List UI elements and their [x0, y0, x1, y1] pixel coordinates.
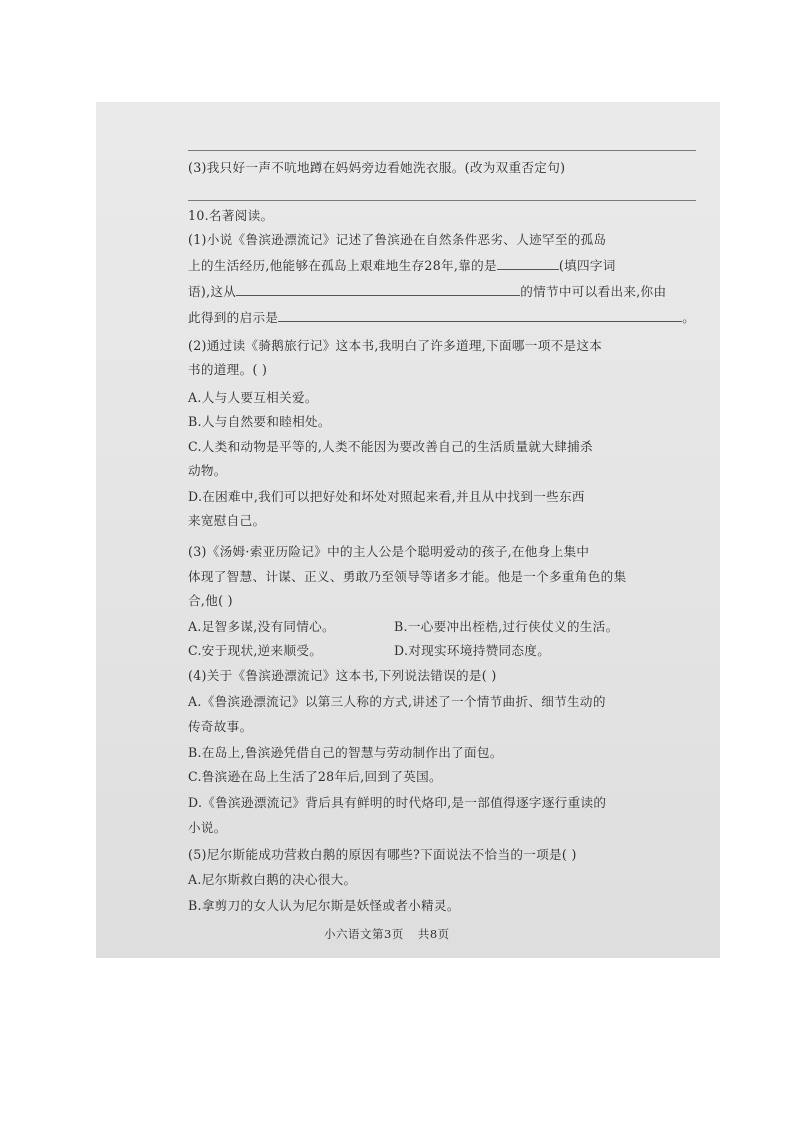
q10-3-line-3: 合,他( ) — [188, 593, 233, 608]
q10-2-option-d-line-1: D.在困难中,我们可以把好处和坏处对照起来看,并且从中找到一些东西 — [188, 489, 585, 504]
q10-3-option-b: B.一心要冲出桎梏,过行侠仗义的生活。 — [394, 619, 619, 634]
q10-5-option-b: B.拿剪刀的女人认为尼尔斯是妖怪或者小精灵。 — [188, 898, 460, 913]
q10-1-line-2 — [188, 257, 616, 274]
q10-4-option-a-line-2: 传奇故事。 — [188, 719, 253, 734]
q10-title: 10.名著阅读。 — [188, 208, 274, 223]
q10-1-line-2-hint: (填四字词 — [558, 258, 616, 273]
answer-line-q9-3 — [188, 200, 696, 201]
q10-1-line-4-text: 此得到的启示是 — [188, 310, 279, 325]
q10-1-line-4 — [188, 309, 695, 326]
q10-1-line-1: (1)小说《鲁滨逊漂流记》记述了鲁滨逊在自然条件恶劣、人迹罕至的孤岛 — [188, 232, 607, 247]
q10-2-option-a: A.人与人要互相关爱。 — [188, 390, 318, 405]
q10-2-option-d-line-2: 来宽慰自己。 — [188, 513, 266, 528]
q10-4-option-d-line-1: D.《鲁滨逊漂流记》背后具有鲜明的时代烙印,是一部值得逐字逐行重读的 — [188, 795, 607, 810]
q10-5-line-1: (5)尼尔斯能成功营救白鹅的原因有哪些?下面说法不恰当的一项是( ) — [188, 847, 577, 862]
q10-3-option-d: D.对现实环境持赞同态度。 — [394, 643, 551, 658]
q10-1-line-3-text: 语),这从 — [188, 284, 237, 299]
q10-2-line-2: 书的道理。( ) — [188, 362, 268, 377]
q10-1-line-4-end: 。 — [682, 310, 696, 325]
q10-4-option-b: B.在岛上,鲁滨逊凭借自己的智慧与劳动制作出了面包。 — [188, 745, 503, 760]
q10-4-option-a-line-1: A.《鲁滨逊漂流记》以第三人称的方式,讲述了一个情节曲折、细节生动的 — [188, 694, 606, 709]
answer-line-top — [188, 150, 696, 151]
footer-total-pages: 共8页 — [417, 927, 450, 941]
blank-four-char-word[interactable] — [497, 257, 559, 270]
q10-1-line-3-tail: 的情节中可以看出来,你由 — [520, 284, 667, 299]
q10-2-option-c-line-1: C.人类和动物是平等的,人类不能因为要改善自己的生活质量就大肆捕杀 — [188, 439, 593, 454]
q10-3-option-c: C.安于现状,逆来顺受。 — [188, 643, 323, 658]
q10-2-line-1: (2)通过读《骑鹅旅行记》这本书,我明白了许多道理,下面哪一项不是这本 — [188, 338, 603, 353]
q10-3-option-a: A.足智多谋,没有同情心。 — [188, 619, 335, 634]
scanned-exam-page — [96, 102, 720, 958]
blank-inspiration[interactable] — [278, 309, 682, 322]
q10-1-line-3 — [188, 283, 666, 300]
q10-4-line-1: (4)关于《鲁滨逊漂流记》这本书,下列说法错误的是( ) — [188, 668, 497, 683]
footer-page-number: 小六语文第3页 — [324, 927, 404, 941]
q9-item-3: (3)我只好一声不吭地蹲在妈妈旁边看她洗衣服。(改为双重否定句) — [188, 160, 566, 175]
q10-3-line-1: (3)《汤姆·索亚历险记》中的主人公是个聪明爱动的孩子,在他身上集中 — [188, 544, 590, 559]
blank-plot[interactable] — [236, 283, 520, 296]
q10-4-option-d-line-2: 小说。 — [188, 820, 227, 835]
page-footer — [324, 926, 450, 942]
q10-5-option-a: A.尼尔斯救白鹅的决心很大。 — [188, 872, 357, 887]
q10-4-option-c: C.鲁滨逊在岛上生活了28年后,回到了英国。 — [188, 769, 442, 784]
q10-2-option-c-line-2: 动物。 — [188, 463, 227, 478]
q10-1-line-2-text: 上的生活经历,他能够在孤岛上艰难地生存28年,靠的是 — [188, 258, 497, 273]
q10-2-option-b: B.人与自然要和睦相处。 — [188, 414, 331, 429]
q10-3-line-2: 体现了智慧、计谋、正义、勇敢乃至领导等诸多才能。他是一个多重角色的集 — [188, 569, 627, 584]
